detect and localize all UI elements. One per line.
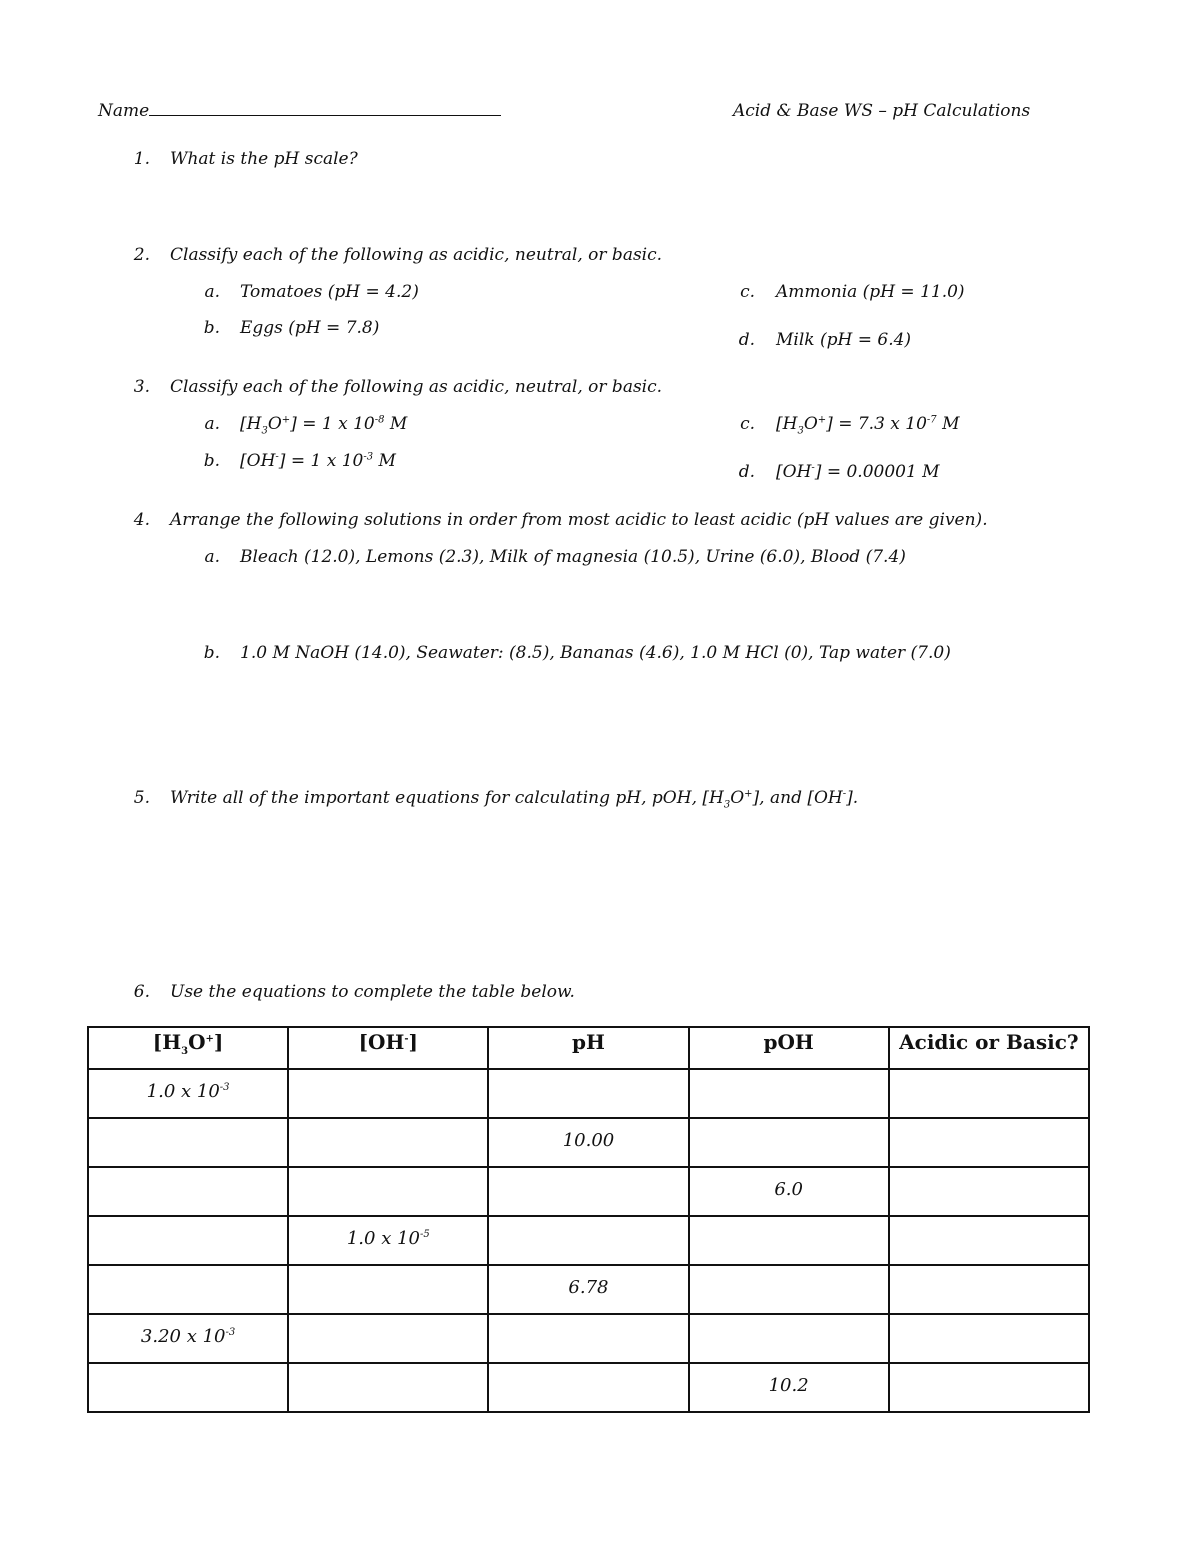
header-poh: pOH (689, 1027, 889, 1069)
q4-a-letter: a. (204, 547, 220, 567)
cell-oh[interactable] (288, 1363, 488, 1412)
cell-ph[interactable] (488, 1216, 688, 1265)
q2-a-text: Tomatoes (pH = 4.2) (240, 282, 419, 302)
header-oh: [OH-] (288, 1027, 488, 1069)
cell-ph[interactable] (488, 1069, 688, 1118)
cell-poh[interactable] (689, 1118, 889, 1167)
cell-acidic-or-basic[interactable] (889, 1363, 1089, 1412)
table-row (88, 1363, 1089, 1412)
cell-acidic-or-basic[interactable] (889, 1216, 1089, 1265)
table-row (88, 1167, 1089, 1216)
cell-poh[interactable] (689, 1216, 889, 1265)
cell-oh[interactable] (288, 1265, 488, 1314)
header-h3o: $[H_3O^+]$ (88, 1027, 288, 1069)
q3-number: 3. (133, 377, 150, 397)
cell-acidic-or-basic[interactable] (889, 1118, 1089, 1167)
cell-ph[interactable] (488, 1363, 688, 1412)
cell-oh[interactable] (288, 1118, 488, 1167)
q2-number: 2. (133, 245, 150, 265)
q1-number: 1. (133, 149, 150, 169)
cell-acidic-or-basic[interactable] (889, 1314, 1089, 1363)
cell-acidic-or-basic[interactable] (889, 1069, 1089, 1118)
q3-c-text: $[H_3O^+] = 7.3$ x $10^{-7}$ M (776, 414, 960, 437)
cell-h3o[interactable] (88, 1167, 288, 1216)
cell-ph[interactable]: 10.00 (488, 1118, 688, 1167)
table-header-row (88, 1027, 1089, 1069)
table-row (88, 1069, 1089, 1118)
q2-d-letter: d. (738, 330, 755, 350)
q2-c-letter: c. (740, 282, 755, 302)
cell-acidic-or-basic[interactable] (889, 1167, 1089, 1216)
q6-text: Use the equations to complete the table below. (170, 982, 575, 1002)
cell-acidic-or-basic[interactable] (889, 1265, 1089, 1314)
cell-oh[interactable]: 1.0 x $10^{-5}$ (288, 1216, 488, 1265)
q2-a-letter: a. (204, 282, 220, 302)
q2-c-text: Ammonia (pH = 11.0) (776, 282, 965, 302)
q2-b-letter: b. (203, 318, 220, 338)
cell-ph[interactable] (488, 1314, 688, 1363)
cell-h3o[interactable]: 1.0 x $10^{-3}$ (88, 1069, 288, 1118)
cell-oh[interactable] (288, 1167, 488, 1216)
q6-number: 6. (133, 982, 150, 1002)
cell-oh[interactable] (288, 1314, 488, 1363)
q4-b-letter: b. (203, 643, 220, 663)
q3-d-letter: d. (738, 462, 755, 482)
name-field (98, 101, 501, 121)
header-ph: pH (488, 1027, 688, 1069)
cell-ph[interactable]: 6.78 (488, 1265, 688, 1314)
cell-h3o[interactable] (88, 1265, 288, 1314)
name-label: Name (98, 101, 150, 121)
q3-c-letter: c. (740, 414, 755, 434)
cell-poh[interactable] (689, 1314, 889, 1363)
cell-oh[interactable] (288, 1069, 488, 1118)
q3-b-text: [OH-] = 1 x $10^{-3}$ M (240, 451, 396, 471)
table-row (88, 1216, 1089, 1265)
q4-a-text: Bleach (12.0), Lemons (2.3), Milk of magnesia (10.5), Urine (6.0), Blood (7.4) (240, 547, 906, 567)
q1-text: What is the pH scale? (170, 149, 358, 169)
cell-h3o[interactable] (88, 1118, 288, 1167)
cell-poh[interactable]: 6.0 (689, 1167, 889, 1216)
q3-a-letter: a. (204, 414, 220, 434)
table-row (88, 1265, 1089, 1314)
cell-poh[interactable] (689, 1069, 889, 1118)
q2-d-text: Milk (pH = 6.4) (776, 330, 912, 350)
ph-calculation-table (87, 1026, 1090, 1413)
q2-text: Classify each of the following as acidic, neutral, or basic. (170, 245, 663, 265)
q4-b-text: 1.0 M NaOH (14.0), Seawater: (8.5), Bananas (4.6), 1.0 M HCl (0), Tap water (7.0) (240, 643, 951, 663)
cell-ph[interactable] (488, 1167, 688, 1216)
cell-poh[interactable] (689, 1265, 889, 1314)
q5-text: Write all of the important equations for calculating pH, pOH, $[H_3O^+]$, and [OH-]. (170, 788, 859, 811)
cell-poh[interactable]: 10.2 (689, 1363, 889, 1412)
q2-b-text: Eggs (pH = 7.8) (240, 318, 380, 338)
q4-number: 4. (133, 510, 150, 530)
name-blank-line[interactable] (149, 101, 501, 116)
table-row (88, 1314, 1089, 1363)
cell-h3o[interactable] (88, 1216, 288, 1265)
q3-text: Classify each of the following as acidic, neutral, or basic. (170, 377, 663, 397)
cell-h3o[interactable] (88, 1363, 288, 1412)
q4-text: Arrange the following solutions in order from most acidic to least acidic (pH values are given). (170, 510, 988, 530)
worksheet-title: Acid & Base WS – pH Calculations (733, 101, 1031, 121)
cell-h3o[interactable]: 3.20 x $10^{-3}$ (88, 1314, 288, 1363)
q3-b-letter: b. (203, 451, 220, 471)
q3-d-text: [OH-] = 0.00001 M (776, 462, 940, 482)
table-row (88, 1118, 1089, 1167)
header-acidic-or-basic: Acidic or Basic? (889, 1027, 1089, 1069)
q3-a-text: $[H_3O^+] = 1$ x $10^{-8}$ M (240, 414, 408, 437)
q5-number: 5. (133, 788, 150, 808)
